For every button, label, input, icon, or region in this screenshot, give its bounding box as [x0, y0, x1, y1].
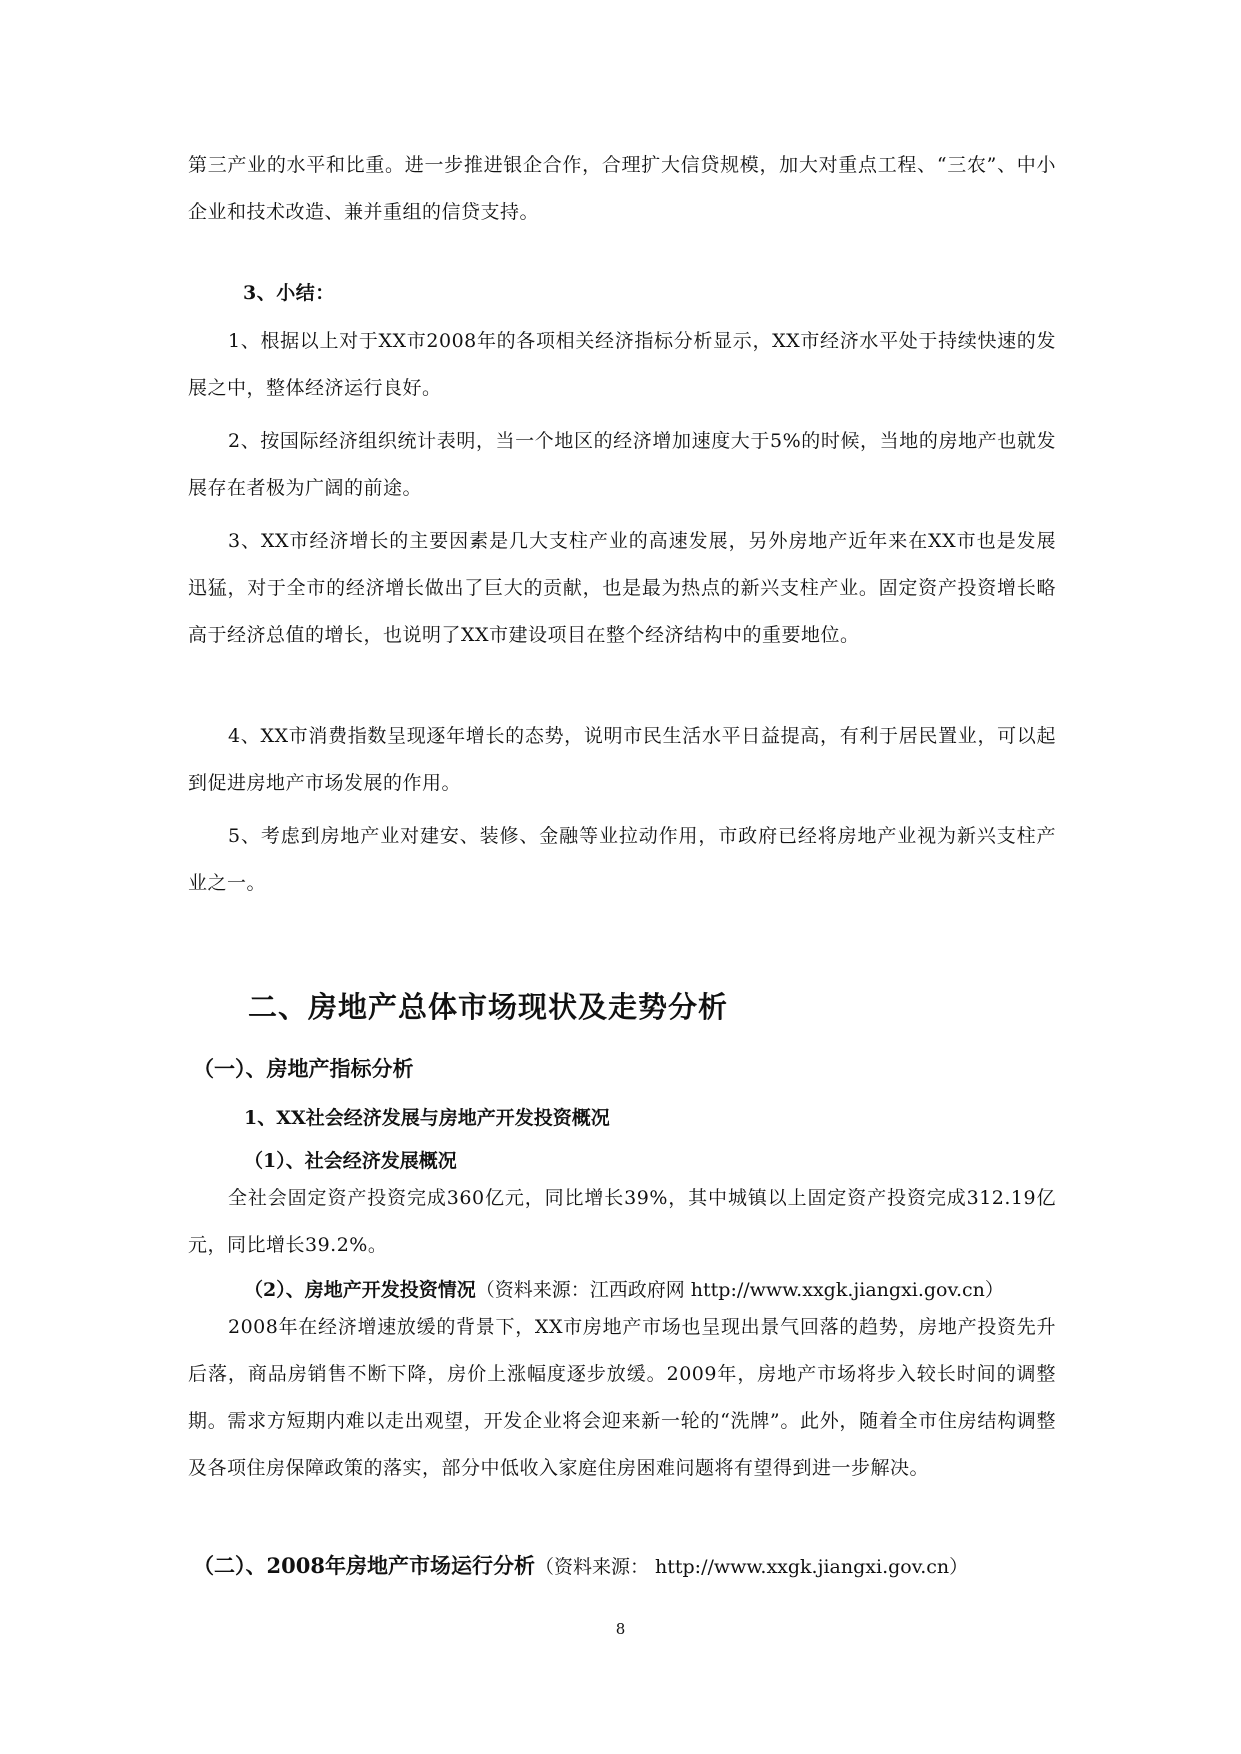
item-title-1: 1、XX社会经济发展与房地产开发投资概况 [244, 1107, 610, 1129]
section-title: 二、房地产总体市场现状及走势分析 [248, 990, 729, 1024]
summary-point-1: 1、根据以上对于XX市2008年的各项相关经济指标分析显示，XX市经济水平处于持续快速的发展之中，整体经济运行良好。 [188, 330, 1056, 399]
part-1-paragraph: 全社会固定资产投资完成360亿元，同比增长39%，其中城镇以上固定资产投资完成312.19亿元，同比增长39.2%。 [188, 1187, 1056, 1256]
subsection-title-2-line [193, 1550, 968, 1580]
subsection-title-1: （一）、房地产指标分析 [193, 1056, 414, 1081]
subsection-title-2: （二）、2008年房地产市场运行分析 [193, 1553, 535, 1578]
part-2-paragraph: 2008年在经济增速放缓的背景下，XX市房地产市场也呈现出景气回落的趋势，房地产投资先升后落，商品房销售不断下降，房价上涨幅度逐步放缓。2009年，房地产市场将步入较长时间的调整期。需求方短期内难以走出观望，开发企业将会迎来新一轮的“洗牌”。此外，随着全市住房结构调整及各项住房保障政策的落实，部分中低收入家庭住房困难问题将有望得到进一步解决。 [188, 1316, 1056, 1479]
summary-heading: 3、小结： [243, 282, 335, 304]
intro-paragraph: 第三产业的水平和比重。进一步推进银企合作，合理扩大信贷规模，加大对重点工程、“三农”、中小企业和技术改造、兼并重组的信贷支持。 [188, 154, 1056, 223]
part-title-2: （2）、房地产开发投资情况 [244, 1279, 476, 1301]
part-title-2-line [244, 1275, 1004, 1302]
part-2-source: （资料来源：江西政府网 http://www.xxgk.jiangxi.gov.cn） [475, 1279, 1004, 1301]
summary-point-4: 4、XX市消费指数呈现逐年增长的态势，说明市民生活水平日益提高，有利于居民置业，可以起到促进房地产市场发展的作用。 [188, 725, 1056, 794]
summary-point-5: 5、考虑到房地产业对建安、装修、金融等业拉动作用，市政府已经将房地产业视为新兴支柱产业之一。 [188, 825, 1056, 894]
summary-point-2: 2、按国际经济组织统计表明，当一个地区的经济增加速度大于5%的时候，当地的房地产也就发展存在者极为广阔的前途。 [188, 430, 1056, 499]
summary-point-3: 3、XX市经济增长的主要因素是几大支柱产业的高速发展，另外房地产近年来在XX市也是发展迅猛，对于全市的经济增长做出了巨大的贡献，也是最为热点的新兴支柱产业。固定资产投资增长略高于经济总值的增长，也说明了XX市建设项目在整个经济结构中的重要地位。 [188, 530, 1056, 646]
subsection-2-source: （资料来源： http://www.xxgk.jiangxi.gov.cn） [534, 1556, 969, 1578]
part-title-1: （1）、社会经济发展概况 [244, 1150, 457, 1172]
page-number: 8 [615, 1620, 626, 1638]
